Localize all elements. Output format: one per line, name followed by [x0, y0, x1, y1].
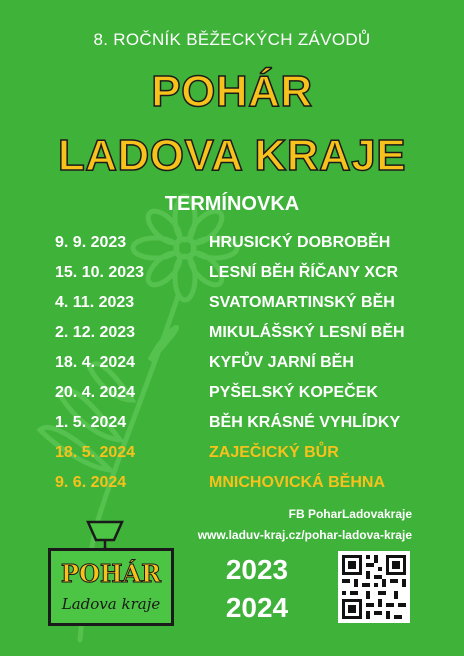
logo-name: POHÁR	[60, 559, 162, 588]
race-name: LESNÍ BĚH ŘÍČANY XCR	[209, 264, 399, 281]
website-url[interactable]: www.laduv-kraj.cz/pohar-ladova-kraje	[197, 528, 412, 542]
race-name: ZAJEČICKÝ BŮR	[209, 444, 339, 461]
race-row	[0, 291, 464, 315]
race-date: 4. 11. 2023	[55, 294, 135, 311]
race-name: BĚH KRÁSNÉ VYHLÍDKY	[209, 414, 401, 431]
schedule-heading: TERMÍNOVKA	[164, 193, 300, 215]
race-name: HRUSICKÝ DOBROBĚH	[209, 234, 391, 251]
race-row	[0, 351, 464, 375]
race-row-highlighted	[0, 471, 464, 495]
race-row	[0, 321, 464, 345]
race-date: 18. 5. 2024	[55, 444, 136, 461]
race-row	[0, 411, 464, 435]
race-row	[0, 231, 464, 255]
race-row-highlighted	[0, 441, 464, 465]
season-year-start: 2023	[225, 554, 289, 585]
race-row	[0, 381, 464, 405]
season-year-end: 2024	[225, 592, 289, 623]
race-name: MNICHOVICKÁ BĚHNA	[209, 474, 385, 491]
race-date: 15. 10. 2023	[55, 264, 144, 281]
event-subtitle: 8. ROČNÍK BĚŽECKÝCH ZÁVODŮ	[93, 30, 371, 49]
race-date: 9. 6. 2024	[55, 474, 127, 491]
race-date: 2. 12. 2023	[55, 324, 136, 341]
race-row	[0, 261, 464, 285]
race-name: MIKULÁŠSKÝ LESNÍ BĚH	[209, 324, 405, 341]
race-date: 9. 9. 2023	[55, 234, 127, 251]
qr-code-icon[interactable]	[338, 551, 410, 623]
logo-subtitle: Ladova kraje	[61, 595, 161, 613]
logo-frame	[48, 548, 174, 626]
pohar-logo	[44, 520, 180, 632]
race-name: KYFŮV JARNÍ BĚH	[209, 354, 354, 371]
race-name: SVATOMARTINSKÝ BĚH	[209, 294, 395, 311]
title-line-2: LADOVA KRAJE	[57, 131, 407, 180]
title-line-1: POHÁR	[151, 67, 313, 116]
race-date: 18. 4. 2024	[55, 354, 136, 371]
race-date: 1. 5. 2024	[55, 414, 127, 431]
race-name: PYŠELSKÝ KOPEČEK	[209, 384, 378, 401]
facebook-handle: FB PoharLadovakraje	[288, 507, 412, 521]
race-date: 20. 4. 2024	[55, 384, 136, 401]
